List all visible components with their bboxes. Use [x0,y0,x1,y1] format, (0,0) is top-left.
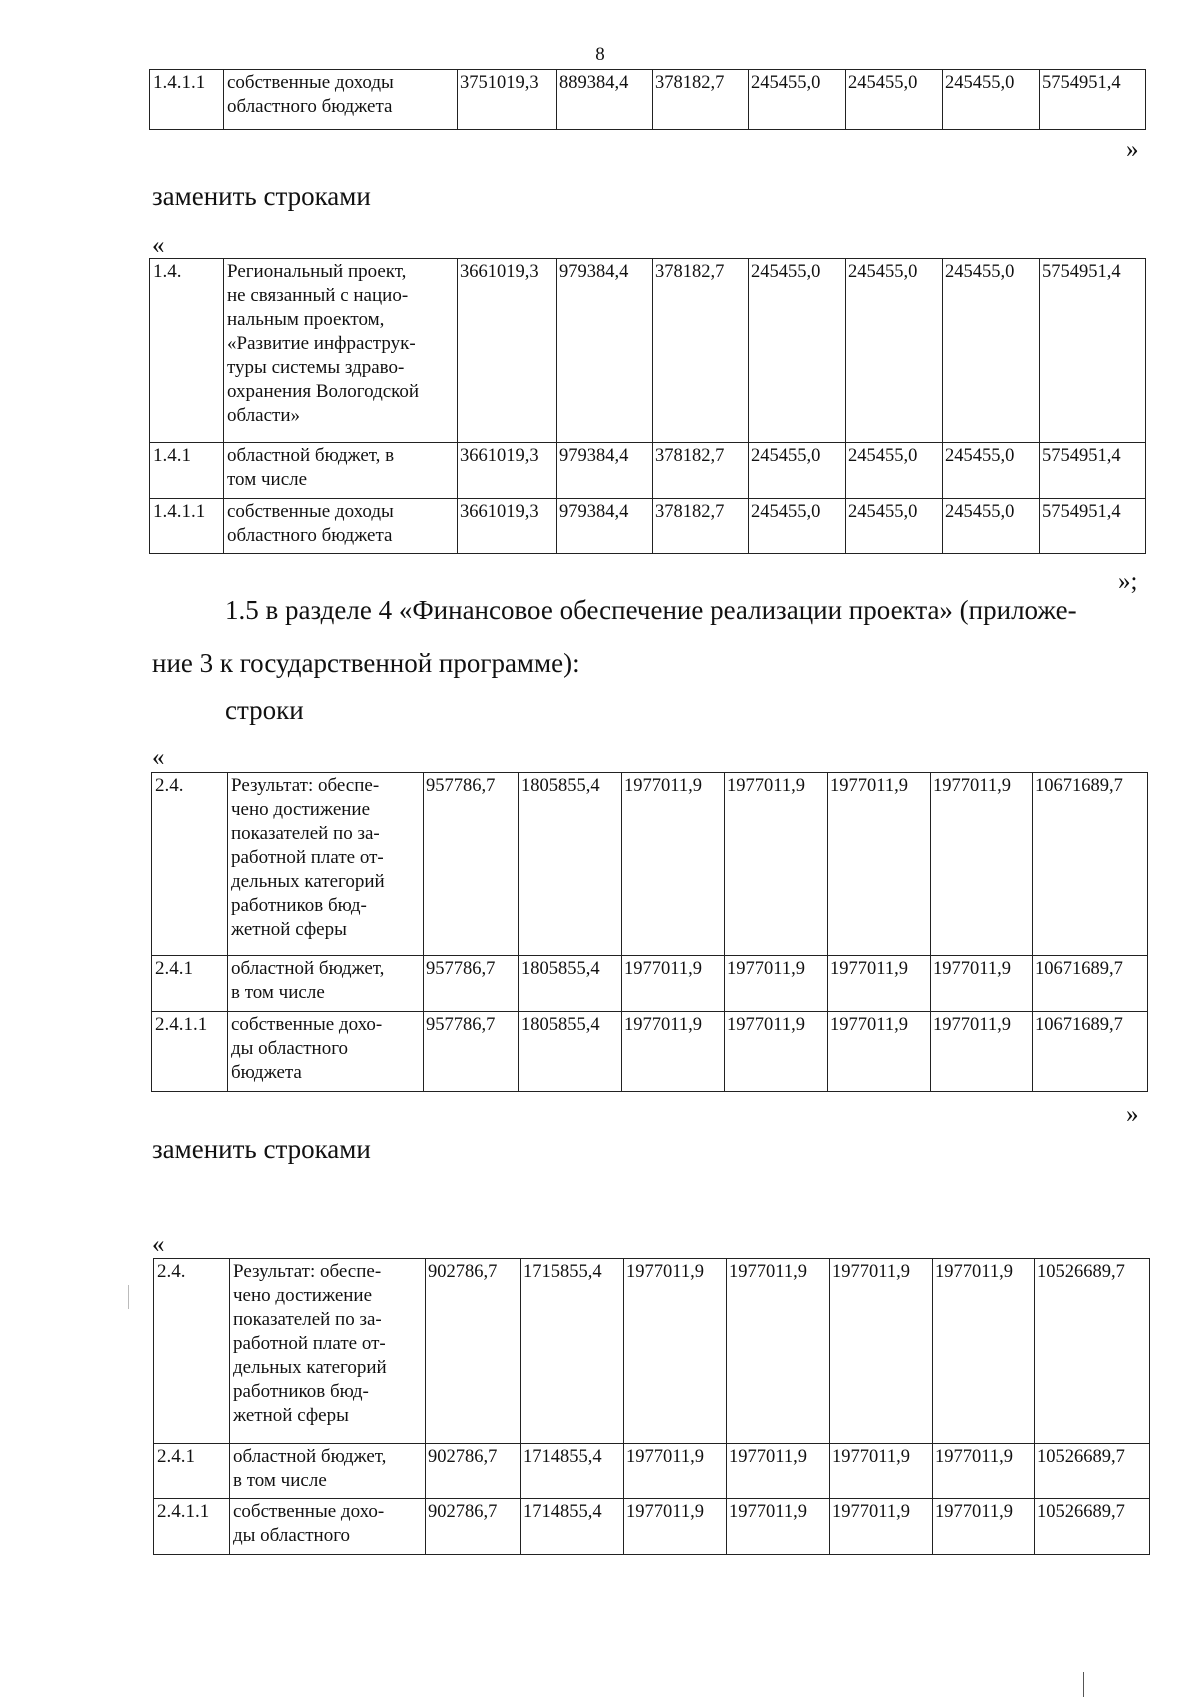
value-cell: 1977011,9 [933,1444,1035,1499]
table-row [150,443,1146,499]
value-cell: 245455,0 [943,70,1040,130]
value-cell: 378182,7 [653,443,749,499]
row-code: 2.4.1.1 [154,1499,230,1555]
value-cell: 1977011,9 [725,1012,828,1092]
table-row [154,1259,1150,1444]
value-cell: 902786,7 [426,1259,521,1444]
value-cell: 3661019,3 [458,443,557,499]
value-cell: 1805855,4 [519,1012,622,1092]
table-row [154,1444,1150,1499]
value-cell: 1977011,9 [931,1012,1033,1092]
opening-quote: « [152,232,165,259]
value-cell: 245455,0 [749,259,846,443]
value-cell: 245455,0 [846,499,943,554]
value-cell: 245455,0 [846,70,943,130]
value-cell: 245455,0 [943,259,1040,443]
value-cell: 889384,4 [557,70,653,130]
value-cell: 10526689,7 [1035,1259,1150,1444]
value-cell: 378182,7 [653,259,749,443]
row-name: Региональный проект, не связанный с нацио- нальным проектом, «Развитие инфраструк- туры системы здраво- охранения Вологодской области» [224,259,458,443]
closing-quote: » [1126,136,1139,163]
value-cell: 957786,7 [424,773,519,956]
value-cell: 245455,0 [749,443,846,499]
value-cell: 1977011,9 [622,773,725,956]
value-cell: 245455,0 [846,259,943,443]
value-cell: 979384,4 [557,443,653,499]
value-cell: 3661019,3 [458,259,557,443]
value-cell: 1977011,9 [830,1444,933,1499]
value-cell: 1977011,9 [622,1012,725,1092]
value-cell: 1715855,4 [521,1259,624,1444]
value-cell: 5754951,4 [1040,70,1146,130]
row-code: 2.4.1 [152,956,228,1012]
paragraph-line-2: ние 3 к государственной программе): [152,648,580,678]
table-row [152,773,1148,956]
row-name: собственные дохо- ды областного [230,1499,426,1555]
value-cell: 1977011,9 [624,1499,727,1555]
value-cell: 245455,0 [846,443,943,499]
row-name: собственные дохо- ды областного бюджета [228,1012,424,1092]
value-cell: 1977011,9 [725,773,828,956]
row-name: Результат: обеспе- чено достижение показателей по за- работной плате от- дельных категорий работников бюд- жетной сферы [230,1259,426,1444]
value-cell: 5754951,4 [1040,443,1146,499]
value-cell: 245455,0 [749,499,846,554]
paragraph-line-1: 1.5 в разделе 4 «Финансовое обеспечение реализации проекта» (приложе- [225,595,1077,625]
value-cell: 245455,0 [749,70,846,130]
value-cell: 902786,7 [426,1499,521,1555]
value-cell: 1977011,9 [830,1259,933,1444]
value-cell: 1977011,9 [624,1444,727,1499]
replace-heading: заменить строками [152,1134,371,1164]
scan-edge-mark [1083,1672,1084,1697]
row-name: собственные доходы областного бюджета [224,499,458,554]
value-cell: 1805855,4 [519,773,622,956]
value-cell: 957786,7 [424,956,519,1012]
table-row [150,259,1146,443]
value-cell: 1977011,9 [933,1259,1035,1444]
value-cell: 1977011,9 [727,1499,830,1555]
value-cell: 1977011,9 [828,956,931,1012]
value-cell: 902786,7 [426,1444,521,1499]
value-cell: 3751019,3 [458,70,557,130]
page-number: 8 [595,44,605,65]
opening-quote: « [152,744,165,771]
row-name: Результат: обеспе- чено достижение показателей по за- работной плате от- дельных категорий работников бюд- жетной сферы [228,773,424,956]
value-cell: 378182,7 [653,499,749,554]
table-new-rows-1-4 [149,258,1146,554]
table-row [152,956,1148,1012]
value-cell: 10671689,7 [1033,773,1148,956]
row-name: областной бюджет, в том числе [230,1444,426,1499]
row-code: 2.4.1.1 [152,1012,228,1092]
value-cell: 3661019,3 [458,499,557,554]
value-cell: 10671689,7 [1033,956,1148,1012]
table-row [150,499,1146,554]
value-cell: 1977011,9 [622,956,725,1012]
value-cell: 245455,0 [943,499,1040,554]
table-old-row-1-4-1-1 [149,69,1146,130]
value-cell: 10526689,7 [1035,1499,1150,1555]
opening-quote: « [152,1231,165,1258]
table-row [150,70,1146,130]
table-old-rows-2-4 [151,772,1148,1092]
value-cell: 10526689,7 [1035,1444,1150,1499]
row-code: 2.4. [152,773,228,956]
value-cell: 1977011,9 [624,1259,727,1444]
value-cell: 10671689,7 [1033,1012,1148,1092]
value-cell: 1714855,4 [521,1444,624,1499]
closing-quote: » [1126,1101,1139,1128]
rows-label: строки [225,695,304,725]
value-cell: 1977011,9 [931,956,1033,1012]
scan-mark [128,1285,129,1309]
value-cell: 1977011,9 [933,1499,1035,1555]
table-new-rows-2-4 [153,1258,1150,1555]
row-code: 2.4. [154,1259,230,1444]
value-cell: 1805855,4 [519,956,622,1012]
value-cell: 5754951,4 [1040,259,1146,443]
row-name: собственные доходы областного бюджета [224,70,458,130]
value-cell: 1977011,9 [727,1444,830,1499]
value-cell: 378182,7 [653,70,749,130]
row-code: 1.4.1 [150,443,224,499]
value-cell: 1977011,9 [828,1012,931,1092]
table-row [154,1499,1150,1555]
table-row [152,1012,1148,1092]
row-name: областной бюджет, в том числе [224,443,458,499]
value-cell: 957786,7 [424,1012,519,1092]
value-cell: 1714855,4 [521,1499,624,1555]
value-cell: 1977011,9 [727,1259,830,1444]
closing-quote-semicolon: »; [1118,568,1138,595]
value-cell: 979384,4 [557,499,653,554]
row-code: 1.4.1.1 [150,70,224,130]
replace-heading: заменить строками [152,181,371,211]
value-cell: 1977011,9 [725,956,828,1012]
value-cell: 245455,0 [943,443,1040,499]
row-name: областной бюджет, в том числе [228,956,424,1012]
row-code: 1.4.1.1 [150,499,224,554]
value-cell: 1977011,9 [830,1499,933,1555]
row-code: 1.4. [150,259,224,443]
value-cell: 5754951,4 [1040,499,1146,554]
row-code: 2.4.1 [154,1444,230,1499]
value-cell: 1977011,9 [828,773,931,956]
value-cell: 979384,4 [557,259,653,443]
value-cell: 1977011,9 [931,773,1033,956]
